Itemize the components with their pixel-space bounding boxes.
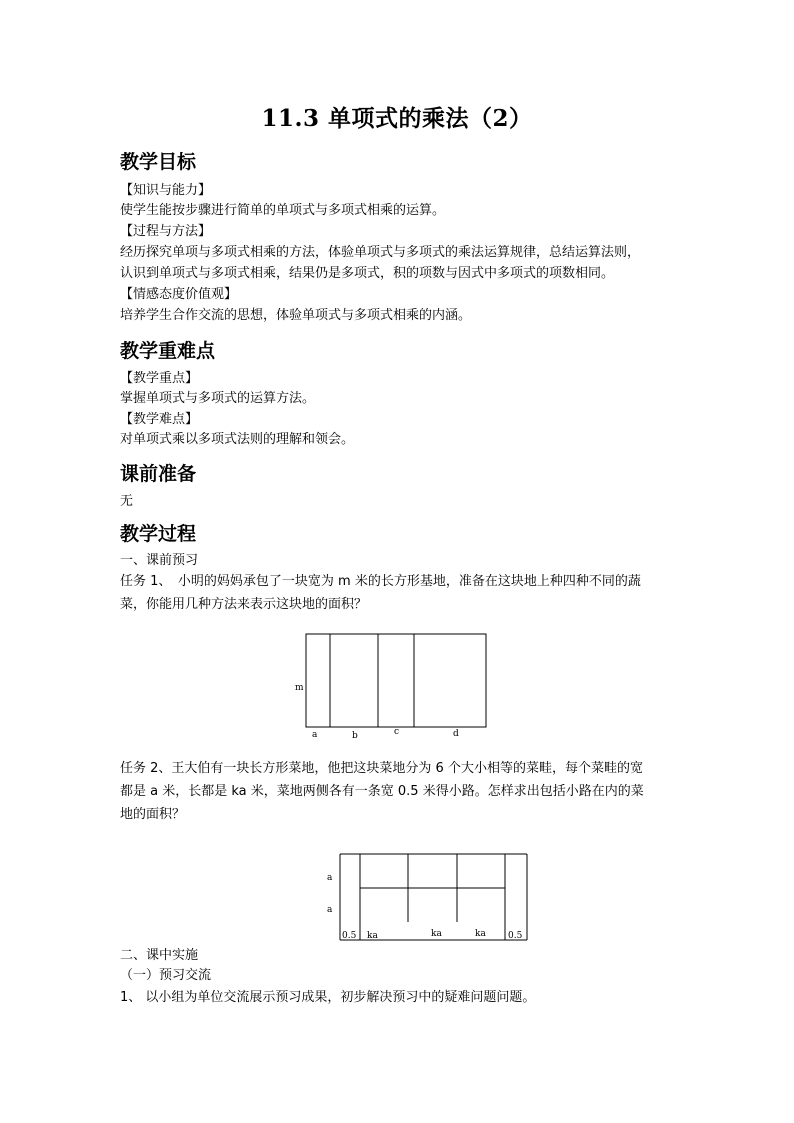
heading-key-points: 教学重难点 bbox=[120, 340, 216, 362]
attitude-text: 培养学生合作交流的思想，体验单项式与多项式相乘的内涵。 bbox=[120, 308, 472, 323]
side-label-a-bottom: a bbox=[327, 905, 333, 915]
task1-line1: 任务 1、 小明的妈妈承包了一块宽为 m 米的长方形基地，准备在这块地上种四种不同的蔬 bbox=[120, 574, 641, 589]
heading-preparation: 课前准备 bbox=[120, 463, 197, 485]
figure-2-diagram bbox=[320, 850, 532, 942]
bottom-label-d: d bbox=[453, 729, 459, 739]
bottom-label-c: c bbox=[394, 727, 400, 737]
field-outline bbox=[306, 634, 486, 727]
heading-process: 教学过程 bbox=[120, 523, 197, 545]
bottom-label-ka-2: ka bbox=[431, 929, 442, 939]
task2-line2: 都是 a 米，长都是 ka 米，菜地两侧各有一条宽 0.5 米得小路。怎样求出包括小路在内的菜 bbox=[120, 784, 644, 799]
process-text-1: 经历探究单项与多项式相乘的方法，体验单项式与多项式的乘法运算规律，总结运算法则， bbox=[120, 245, 641, 260]
side-label-m: m bbox=[295, 683, 304, 693]
page-title: 11.3 单项式的乘法（2） bbox=[261, 105, 533, 132]
preparation-text: 无 bbox=[120, 494, 134, 509]
heading-goals: 教学目标 bbox=[120, 151, 197, 173]
bottom-label-b: b bbox=[352, 731, 358, 741]
key-label: 【教学重点】 bbox=[120, 371, 199, 386]
part1-label: 一、课前预习 bbox=[120, 553, 199, 568]
key-text: 掌握单项式与多项式的运算方法。 bbox=[120, 391, 316, 406]
task2-line3: 地的面积？ bbox=[120, 807, 186, 822]
bottom-label-path-left: 0.5 bbox=[342, 931, 357, 941]
knowledge-label: 【知识与能力】 bbox=[120, 183, 212, 198]
bottom-label-ka-1: ka bbox=[367, 931, 378, 941]
process-text-2: 认识到单项式与多项式相乘，结果仍是多项式，积的项数与因式中多项式的项数相同。 bbox=[120, 266, 615, 281]
item1-text: 1、 以小组为单位交流展示预习成果，初步解决预习中的疑难问题问题。 bbox=[120, 990, 536, 1005]
sub1-label: （一）预习交流 bbox=[120, 968, 212, 983]
bottom-label-a: a bbox=[312, 730, 318, 740]
attitude-label: 【情感态度价值观】 bbox=[120, 287, 238, 302]
knowledge-text: 使学生能按步骤进行简单的单项式与多项式相乘的运算。 bbox=[120, 203, 446, 218]
side-label-a-top: a bbox=[327, 873, 333, 883]
process-label: 【过程与方法】 bbox=[120, 224, 212, 239]
task1-line2: 菜，你能用几种方法来表示这块地的面积？ bbox=[120, 597, 368, 612]
bottom-label-ka-3: ka bbox=[475, 929, 486, 939]
bottom-label-path-right: 0.5 bbox=[508, 931, 523, 941]
difficult-text: 对单项式乘以多项式法则的理解和领会。 bbox=[120, 432, 355, 447]
task2-line1: 任务 2、王大伯有一块长方形菜地，他把这块菜地分为 6 个大小相等的菜畦，每个菜畦的宽 bbox=[120, 761, 643, 776]
part2-label: 二、课中实施 bbox=[120, 948, 199, 963]
difficult-label: 【教学难点】 bbox=[120, 412, 199, 427]
figure-1-diagram bbox=[290, 630, 500, 742]
